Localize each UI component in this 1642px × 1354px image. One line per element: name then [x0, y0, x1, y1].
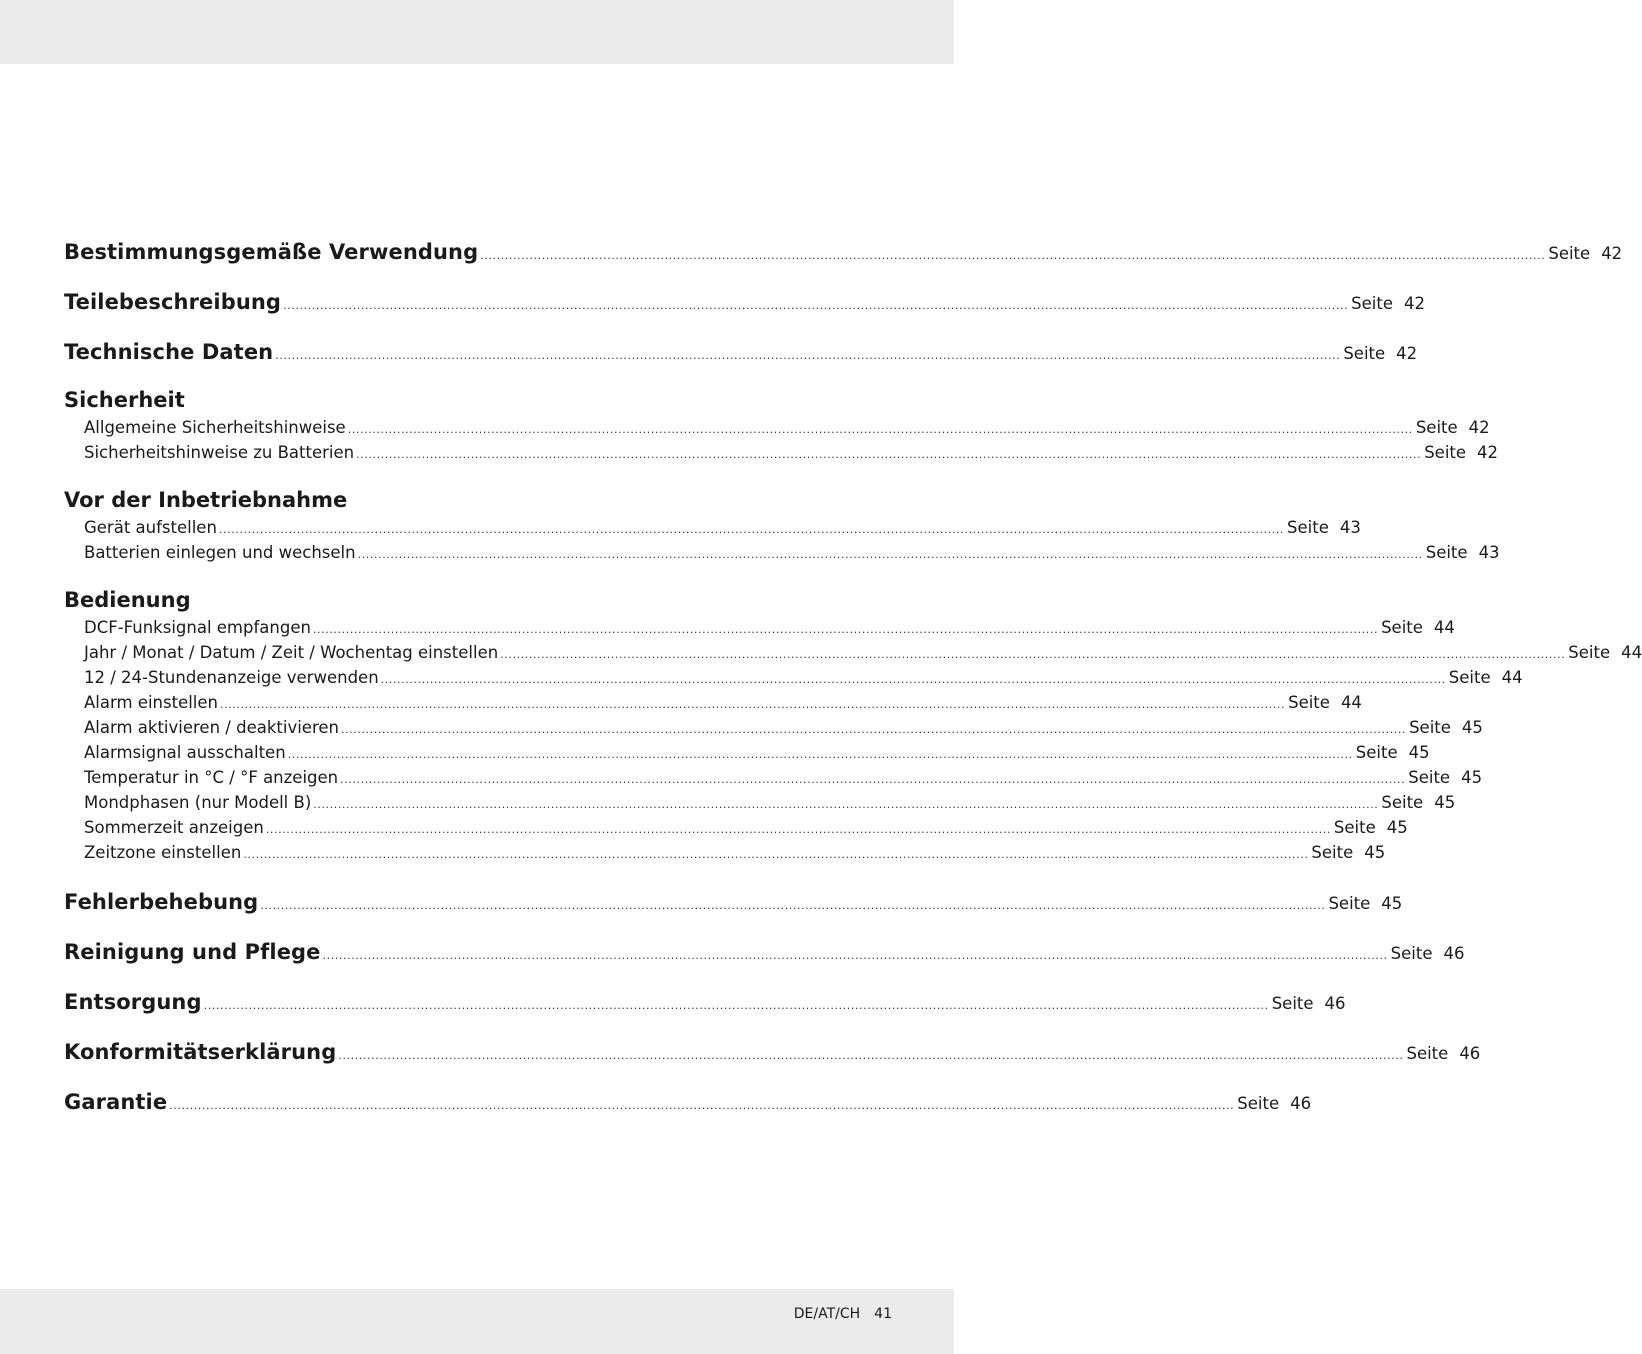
leader-dots: ....................................................................................................................................................................................................................................................................: [203, 999, 1269, 1012]
toc-subentry-page: Seite 45: [1355, 743, 1430, 762]
toc-entry-page: Seite 46: [1406, 1044, 1481, 1063]
toc-subentry-title: Sicherheitshinweise zu Batterien: [84, 443, 355, 462]
toc-entry-technische-daten[interactable]: [64, 340, 1418, 366]
leader-dots: ....................................................................................................................................................................................................................................................................: [338, 1049, 1404, 1062]
toc-subentry-page: Seite 44: [1448, 668, 1523, 687]
leader-dots: ....................................................................................................................................................................................................................................................................: [322, 949, 1388, 962]
toc-section-sicherheit[interactable]: Sicherheit: [64, 388, 185, 412]
toc-entry-page: Seite 42: [1343, 344, 1418, 363]
toc-entry-title: Technische Daten: [64, 340, 274, 364]
toc-entry-title: Garantie: [64, 1090, 168, 1114]
toc-entry-teilebeschreibung[interactable]: [64, 290, 1426, 316]
toc-entry-page: Seite 42: [1351, 294, 1426, 313]
leader-dots: ....................................................................................................................................................................................................................................................................: [265, 823, 1331, 836]
toc-subentry[interactable]: [84, 768, 1483, 794]
leader-dots: ....................................................................................................................................................................................................................................................................: [313, 798, 1379, 811]
toc-entry-title: Fehlerbehebung: [64, 890, 259, 914]
toc-subentry-page: Seite 42: [1415, 418, 1490, 437]
toc-subentry-title: Sommerzeit anzeigen: [84, 818, 264, 837]
leader-dots: ....................................................................................................................................................................................................................................................................: [283, 299, 1349, 312]
toc-subentry-page: Seite 43: [1287, 518, 1361, 537]
toc-subentry-title: Alarm aktivieren / deaktivieren: [84, 718, 339, 737]
toc-subentry[interactable]: [84, 518, 1361, 544]
toc-subentry-page: Seite 45: [1408, 768, 1483, 787]
toc-subentry-title: 12 / 24-Stundenanzeige verwenden: [84, 668, 379, 687]
toc-subentry[interactable]: [84, 543, 1500, 569]
leader-dots: ....................................................................................................................................................................................................................................................................: [218, 523, 1285, 536]
toc-entry-page: Seite 46: [1237, 1094, 1312, 1113]
leader-dots: ....................................................................................................................................................................................................................................................................: [287, 748, 1353, 761]
toc-subentry-title: Alarm einstellen: [84, 693, 218, 712]
toc-subentry-title: Zeitzone einstellen: [84, 843, 242, 862]
leader-dots: ....................................................................................................................................................................................................................................................................: [169, 1099, 1235, 1112]
toc-entry-entsorgung[interactable]: [64, 990, 1346, 1016]
toc-subentry-page: Seite 45: [1409, 718, 1483, 737]
toc-subentry-page: Seite 44: [1288, 693, 1362, 712]
toc-entry-fehlerbehebung[interactable]: [64, 890, 1403, 916]
toc-entry-page: Seite 46: [1271, 994, 1346, 1013]
leader-dots: ....................................................................................................................................................................................................................................................................: [275, 349, 1341, 362]
leader-dots: ....................................................................................................................................................................................................................................................................: [500, 648, 1566, 661]
toc-subentry[interactable]: [84, 643, 1642, 669]
toc-subentry[interactable]: [84, 418, 1490, 444]
leader-dots: ....................................................................................................................................................................................................................................................................: [347, 423, 1413, 436]
toc-subentry-page: Seite 45: [1381, 793, 1456, 812]
footer-page-number: 41: [874, 1306, 892, 1322]
header-band: [0, 0, 954, 64]
leader-dots: ....................................................................................................................................................................................................................................................................: [312, 623, 1379, 636]
toc-section-bedienung[interactable]: Bedienung: [64, 588, 191, 612]
toc-subentry-title: Gerät aufstellen: [84, 518, 217, 537]
toc-entry-title: Teilebeschreibung: [64, 290, 282, 314]
toc-entry-konformitaetserklaerung[interactable]: [64, 1040, 1481, 1066]
toc-entry-title: Entsorgung: [64, 990, 202, 1014]
toc-subentry-page: Seite 44: [1381, 618, 1455, 637]
toc-subentry-title: Mondphasen (nur Modell B): [84, 793, 312, 812]
toc-subentry[interactable]: [84, 843, 1386, 869]
leader-dots: ....................................................................................................................................................................................................................................................................: [340, 773, 1406, 786]
toc-entry-page: Seite 46: [1390, 944, 1465, 963]
toc-subentry[interactable]: [84, 793, 1456, 819]
toc-entry-garantie[interactable]: [64, 1090, 1312, 1116]
toc-subentry[interactable]: [84, 818, 1408, 844]
leader-dots: ....................................................................................................................................................................................................................................................................: [243, 848, 1309, 861]
toc-subentry-title: DCF-Funksignal empfangen: [84, 618, 311, 637]
toc-subentry[interactable]: [84, 718, 1483, 744]
leader-dots: ....................................................................................................................................................................................................................................................................: [380, 673, 1446, 686]
leader-dots: ....................................................................................................................................................................................................................................................................: [260, 899, 1326, 912]
leader-dots: ....................................................................................................................................................................................................................................................................: [219, 698, 1286, 711]
toc-subentry-title: Jahr / Monat / Datum / Zeit / Wochentag einstellen: [84, 643, 499, 662]
toc-entry-title: Konformitätserklärung: [64, 1040, 337, 1064]
leader-dots: ....................................................................................................................................................................................................................................................................: [340, 723, 1407, 736]
toc-entry-title: Bestimmungsgemäße Verwendung: [64, 240, 479, 264]
toc-entry-bestimmungsgemaesse-verwendung[interactable]: [64, 240, 1623, 266]
toc-entry-page: Seite 42: [1548, 244, 1623, 263]
toc-entry-reinigung-und-pflege[interactable]: [64, 940, 1465, 966]
toc-subentry-title: Batterien einlegen und wechseln: [84, 543, 356, 562]
toc-subentry[interactable]: [84, 668, 1523, 694]
toc-subentry[interactable]: [84, 743, 1430, 769]
toc-subentry[interactable]: [84, 618, 1455, 644]
leader-dots: ....................................................................................................................................................................................................................................................................: [356, 448, 1422, 461]
toc-subentry-title: Allgemeine Sicherheitshinweise: [84, 418, 346, 437]
toc-subentry-page: Seite 43: [1425, 543, 1500, 562]
page-footer: [794, 1306, 892, 1322]
leader-dots: ....................................................................................................................................................................................................................................................................: [480, 249, 1546, 262]
footer-region: DE/AT/CH: [793, 1306, 861, 1322]
toc-subentry-title: Temperatur in °C / °F anzeigen: [84, 768, 339, 787]
toc-subentry[interactable]: [84, 693, 1362, 719]
leader-dots: ....................................................................................................................................................................................................................................................................: [357, 548, 1423, 561]
toc-entry-page: Seite 45: [1328, 894, 1403, 913]
toc-subentry-page: Seite 42: [1424, 443, 1499, 462]
toc-subentry-page: Seite 45: [1311, 843, 1386, 862]
toc-subentry-page: Seite 45: [1333, 818, 1408, 837]
toc-section-vor-der-inbetriebnahme[interactable]: Vor der Inbetriebnahme: [64, 488, 348, 512]
toc-subentry[interactable]: [84, 443, 1499, 469]
toc-entry-title: Reinigung und Pflege: [64, 940, 321, 964]
toc-subentry-title: Alarmsignal ausschalten: [84, 743, 286, 762]
toc-subentry-page: Seite 44: [1568, 643, 1642, 662]
